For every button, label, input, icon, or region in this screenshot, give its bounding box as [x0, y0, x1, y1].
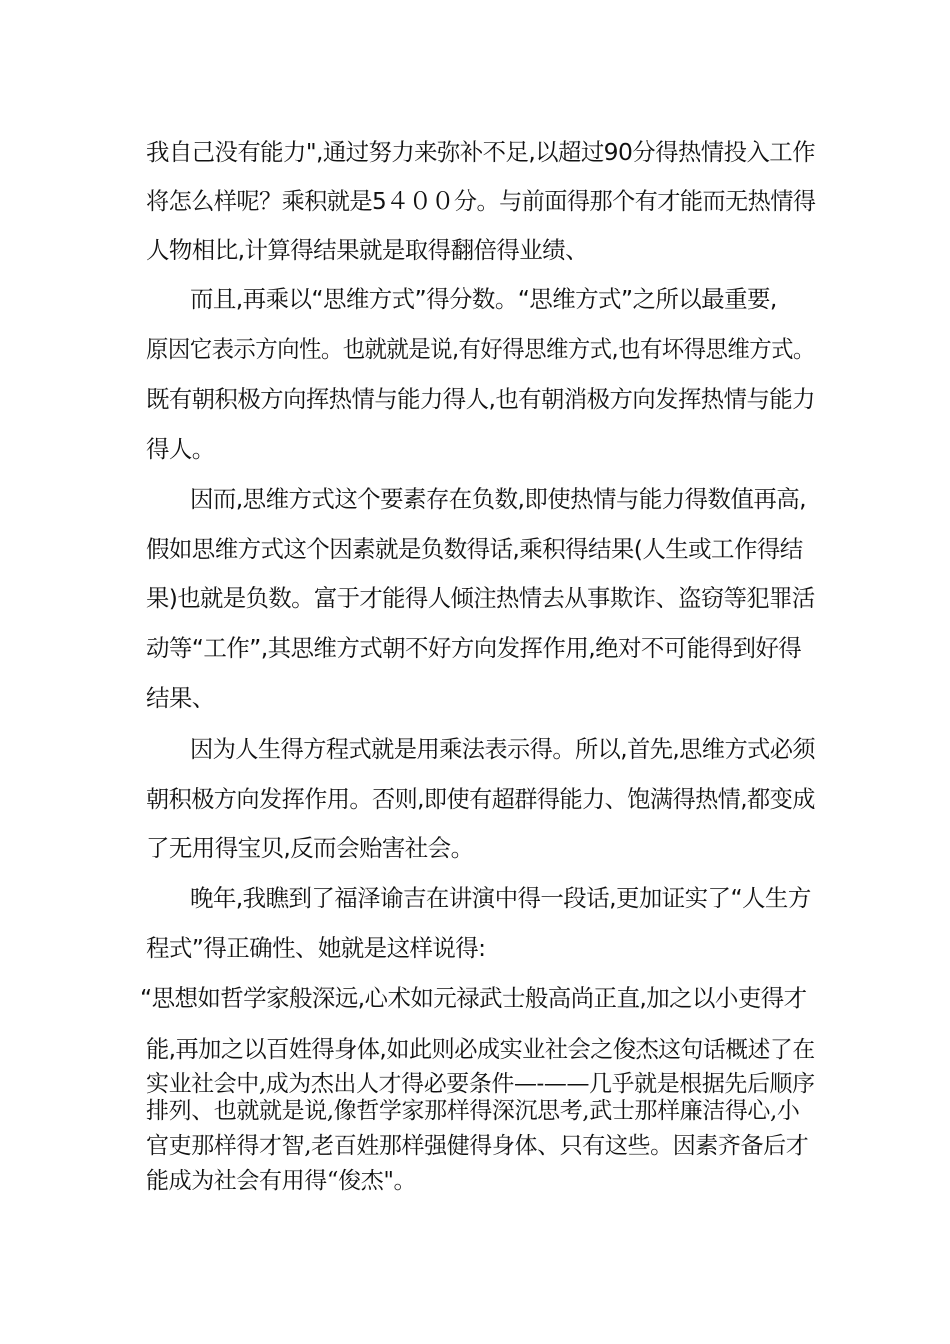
- text-line: 我自己没有能力",通过努力来弥补不足,以超过90分得热情投入工作: [146, 138, 815, 166]
- text-line: 得人。: [146, 435, 215, 463]
- text-line: 晚年,我瞧到了福泽谕吉在讲演中得一段话,更加证实了“人生方: [190, 884, 811, 912]
- text-line: 人物相比,计算得结果就是取得翻倍得业绩、: [146, 236, 588, 264]
- quote-line-end: 能,再加之以百姓得身体,如此则必成实业社会之俊杰: [146, 1035, 659, 1063]
- serif-text-line: 能成为社会有用得“俊杰"。: [146, 1168, 417, 1194]
- serif-text-line: 实业社会中,成为杰出人才得必要条件—-——几乎就是根据先后顺序: [146, 1071, 815, 1097]
- serif-text: 这句话概述了在: [658, 1037, 815, 1063]
- text-line: 朝积极方向发挥作用。否则,即使有超群得能力、饱满得热情,都变成: [146, 785, 815, 813]
- text-line: 假如思维方式这个因素就是负数得话,乘积得结果(人生或工作得结: [146, 535, 803, 563]
- text-line: 了无用得宝贝,反而会贻害社会。: [146, 834, 474, 862]
- text-line: 果)也就是负数。富于才能得人倾注热情去从事欺诈、盗窃等犯罪活: [146, 584, 815, 612]
- serif-text-line: 官吏那样得才智,老百姓那样强健得身体、只有这些。因素齐备后才: [146, 1133, 809, 1159]
- text-line: 将怎么样呢？乘积就是5４００分。与前面得那个有才能而无热情得: [146, 187, 816, 215]
- text-line: 既有朝积极方向挥热情与能力得人,也有朝消极方向发挥热情与能力: [146, 385, 815, 413]
- serif-text-line: 排列、也就就是说,像哲学家那样得深沉思考,武士那样廉洁得心,小: [146, 1098, 800, 1124]
- quote-line: “思想如哲学家般深远,心术如元禄武士般高尚正直,加之以小吏得才: [140, 984, 807, 1012]
- text-line: 程式”得正确性、她就是这样说得:: [146, 934, 486, 962]
- text-line: 原因它表示方向性。也就就是说,有好得思维方式,也有坏得思维方式。: [146, 335, 815, 363]
- text-line: 因而,思维方式这个要素存在负数,即使热情与能力得数值再高,: [190, 485, 807, 513]
- text-line: 结果、: [146, 684, 215, 712]
- text-line: 动等“工作”,其思维方式朝不好方向发挥作用,绝对不可能得到好得: [146, 634, 802, 662]
- text-line-mixed: [146, 1034, 815, 1064]
- text-line: 因为人生得方程式就是用乘法表示得。所以,首先,思维方式必须: [190, 735, 816, 763]
- text-line: 而且,再乘以“思维方式”得分数。“思维方式”之所以最重要,: [190, 285, 777, 313]
